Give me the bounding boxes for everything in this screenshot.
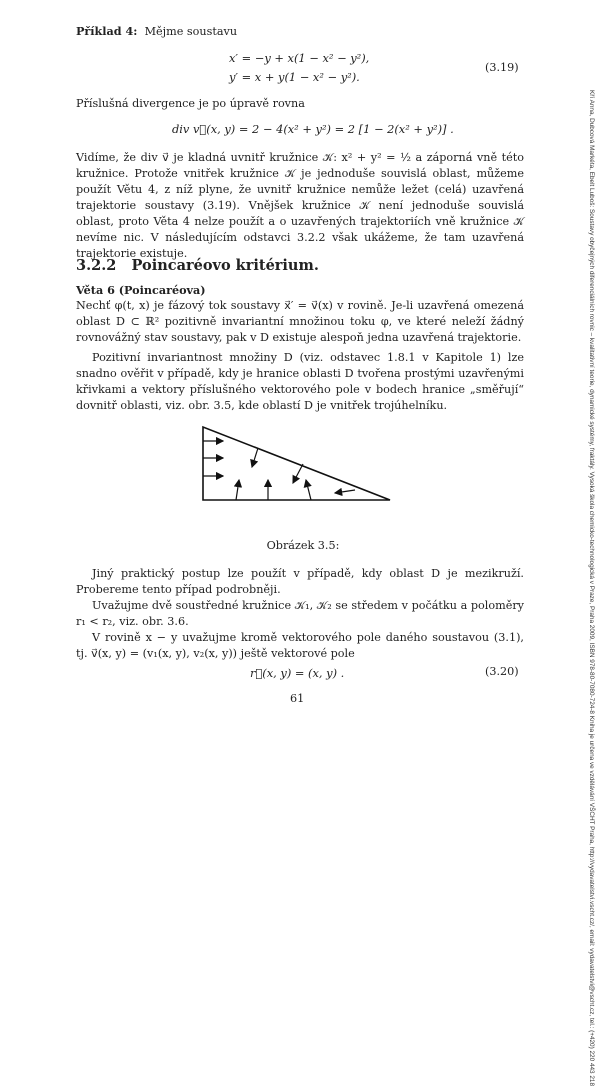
divergence-equation: div v⃗(x, y) = 2 − 4(x² + y²) = 2 [1 − 2(x² + y²)] .: [172, 122, 454, 136]
vector-arrow: [293, 464, 303, 483]
equation-number-319: (3.19): [485, 61, 519, 74]
paragraph-invariance: Pozitivní invariantnost množiny D (viz. odstavec 1.8.1 v Kapitole 1) lze snadno ověřit v případě, kdy je hranice oblasti D tvořena prostými uzavřenými křivkami a vektory příslušného vektorového pole v bodech hranice „směřují“ dovnitř oblasti, viz. obr. 3.5, kde oblastí D je vnitřek trojúhelníku.: [76, 351, 524, 412]
triangle-boundary: [203, 427, 390, 500]
section-number: 3.2.2: [76, 257, 117, 274]
divergence-intro: Příslušná divergence je po úpravě rovna: [76, 97, 305, 110]
equation-y: y′ = x + y(1 − x² − y²).: [229, 70, 360, 84]
theorem-title: Věta 6 (Poincaréova): [76, 283, 206, 297]
equation-r: r⃗(x, y) = (x, y) .: [250, 666, 345, 680]
section-heading: [76, 257, 319, 274]
theorem-body: Nechť φ(t, x) je fázový tok soustavy x⃗′ = v⃗(x) v rovině. Je-li uzavřená omezená oblast D ⊂ ℝ² pozitivně invariantní množinou toku φ, ve které neleží žádný rovnovážný stav soustavy, pak v D existuje alespoň jedna uzavřená trajektorie.: [76, 299, 524, 344]
page-number: 61: [290, 692, 305, 705]
paragraph-vector-field: V rovině x − y uvažujme kromě vektorového pole daného soustavou (3.1), tj. v⃗(x, y) = (v₁(x, y), v₂(x, y)) ještě vektorové pole: [76, 631, 524, 660]
equation-number-320: (3.20): [485, 665, 519, 678]
paragraph-divergence-analysis: Vidíme, že div v⃗ je kladná uvnitř kružnice 𝒦: x² + y² = ½ a záporná vně této kružnice. Protože vnitřek kružnice 𝒦 je jednoduše souvislá oblast, můžeme použít Větu 4, z níž plyne, že uvnitř kružnice nemůže ležet (celá) uzavřená trajektorie soustavy (3.19). Vnějšek kružnice 𝒦 není jednoduše souvislá oblast, proto Věta 4 nelze použít a o uzavřených trajektoriích vně kružnice 𝒦 nevíme nic. V následujícím odstavci 3.2.2 však ukážeme, že tam uzavřená trajektorie existuje.: [76, 151, 524, 260]
vector-arrow: [252, 448, 258, 467]
vector-arrow: [236, 480, 239, 500]
equation-x: x′ = −y + x(1 − x² − y²),: [229, 51, 370, 65]
example-intro: Mějme soustavu: [144, 25, 238, 38]
vector-arrow: [335, 490, 355, 493]
example-label: Příklad 4:: [76, 24, 138, 38]
example-heading: [76, 23, 237, 40]
vector-arrow: [306, 480, 311, 500]
paragraph-annulus: Jiný praktický postup lze použít v případě, kdy oblast D je mezikruží. Probereme tento případ podrobněji.: [76, 567, 524, 596]
figure-triangle-vector-field: [190, 420, 410, 530]
sidebar-citation: Kří Anna, Dubcová Markéta, Ebelt Luboš: Soustavy obyčejných diferenciálních rovnic – kvalitativní teorie, dynamické systémy, fraktály. Vysoká škola chemicko-technologická v Praze, Praha 2009, ISBN 978-80-7080-724-8 Kniha je určena ve vzdělávání VŠCHT Praha, http://vydavatelstvi.vscht.cz/, email: vydavatelstvi@vscht.cz, tel.: (+420) 220 443 218: [588, 90, 595, 1086]
section-title: Poincaréovo kritérium.: [131, 257, 319, 274]
figure-caption: Obrázek 3.5:: [266, 539, 340, 552]
paragraph-circles: Uvažujme dvě soustředné kružnice 𝒦₁, 𝒦₂ se středem v počátku a poloměry r₁ < r₂, viz. obr. 3.6.: [76, 599, 524, 628]
